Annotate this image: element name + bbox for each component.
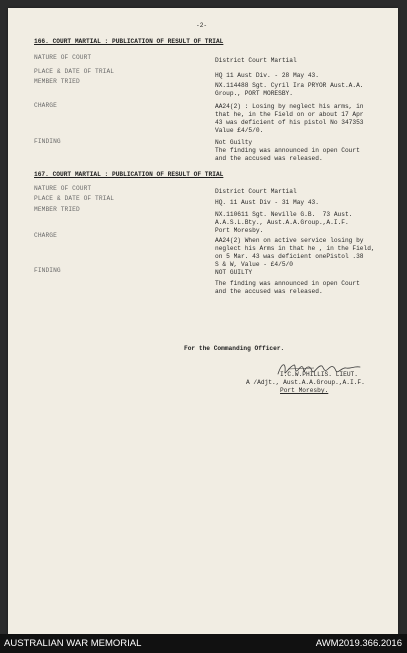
document-page <box>8 8 398 634</box>
entry2-nature-label: NATURE OF COURT <box>34 185 92 192</box>
entry2-charge-line-2: neglect his Arms in that he , in the Field, <box>215 245 375 252</box>
entry2-member-label: MEMBER TRIED <box>34 206 80 213</box>
signature-block-name: I.C.W.PHILLIS. LIEUT. <box>280 371 358 378</box>
entry2-finding-label: FINDING <box>34 267 61 274</box>
entry1-charge-line-3: 43 was deficient of his pistol No 347353 <box>215 119 364 126</box>
footer-accession-number: AWM2019.366.2016 <box>315 638 402 649</box>
entry1-member-value-1: NX.114488 Sgt. Cyril Ira PRYOR Aust.A.A. <box>215 82 364 89</box>
entry1-place-value: HQ 11 Aust Div. - 28 May 43. <box>215 72 319 79</box>
entry1-place-label: PLACE & DATE OF TRIAL <box>34 68 115 75</box>
entry1-charge-line-4: Value £4/5/0. <box>215 127 264 134</box>
entry1-heading: 166. COURT MARTIAL : PUBLICATION OF RESULT OF TRIAL <box>34 38 224 45</box>
entry1-member-label: MEMBER TRIED <box>34 78 80 85</box>
archive-footer <box>0 634 407 653</box>
entry1-finding-label: FINDING <box>34 138 61 145</box>
entry2-member-value-1: NX.110611 Sgt. Neville G.B. 73 Aust. <box>215 211 353 218</box>
for-commanding-officer: For the Commanding Officer. <box>184 345 285 352</box>
entry2-finding-note-1: The finding was announced in open Court <box>215 280 360 287</box>
entry2-charge-label: CHARGE <box>34 232 57 239</box>
entry2-finding-note-2: and the accused was released. <box>215 288 323 295</box>
entry1-finding-note-1: The finding was announced in open Court <box>215 147 360 154</box>
entry2-finding-value: NOT GUILTY <box>215 269 253 276</box>
entry1-charge-label: CHARGE <box>34 102 57 109</box>
entry1-finding-note-2: and the accused was released. <box>215 155 323 162</box>
entry2-place-value: HQ. 11 Aust Div - 31 May 43. <box>215 199 319 206</box>
entry2-member-value-3: Port Moresby. <box>215 227 264 234</box>
entry1-member-value-2: Group., PORT MORESBY. <box>215 90 293 97</box>
entry2-charge-line-1: AA24(2) When on active service losing by <box>215 237 364 244</box>
entry1-charge-line-2: that he, in the Field on or about 17 Apr <box>215 111 364 118</box>
entry2-place-label: PLACE & DATE OF TRIAL <box>34 195 115 202</box>
entry2-member-value-2: A.A.S.L.Bty., Aust.A.A.Group.,A.I.F. <box>215 219 349 226</box>
entry1-nature-value: District Court Martial <box>215 57 297 64</box>
signature-block-title: A /Adjt., Aust.A.A.Group.,A.I.F. <box>246 379 365 386</box>
entry1-nature-label: NATURE OF COURT <box>34 54 92 61</box>
page-number: -2- <box>196 22 208 29</box>
signature-block-location: Port Moresby. <box>280 387 329 394</box>
entry2-charge-line-4: S & W, Value - £4/5/0 <box>215 261 293 268</box>
entry2-heading: 167. COURT MARTIAL : PUBLICATION OF RESULT OF TRIAL <box>34 171 224 178</box>
entry1-finding-value: Not Guilty <box>215 139 253 146</box>
entry2-nature-value: District Court Martial <box>215 188 297 195</box>
entry2-charge-line-3: on 5 Mar. 43 was deficient onePistol .38 <box>215 253 364 260</box>
entry1-charge-line-1: AA24(2) : Losing by neglect his arms, in <box>215 103 364 110</box>
footer-institution: AUSTRALIAN WAR MEMORIAL <box>4 638 142 649</box>
